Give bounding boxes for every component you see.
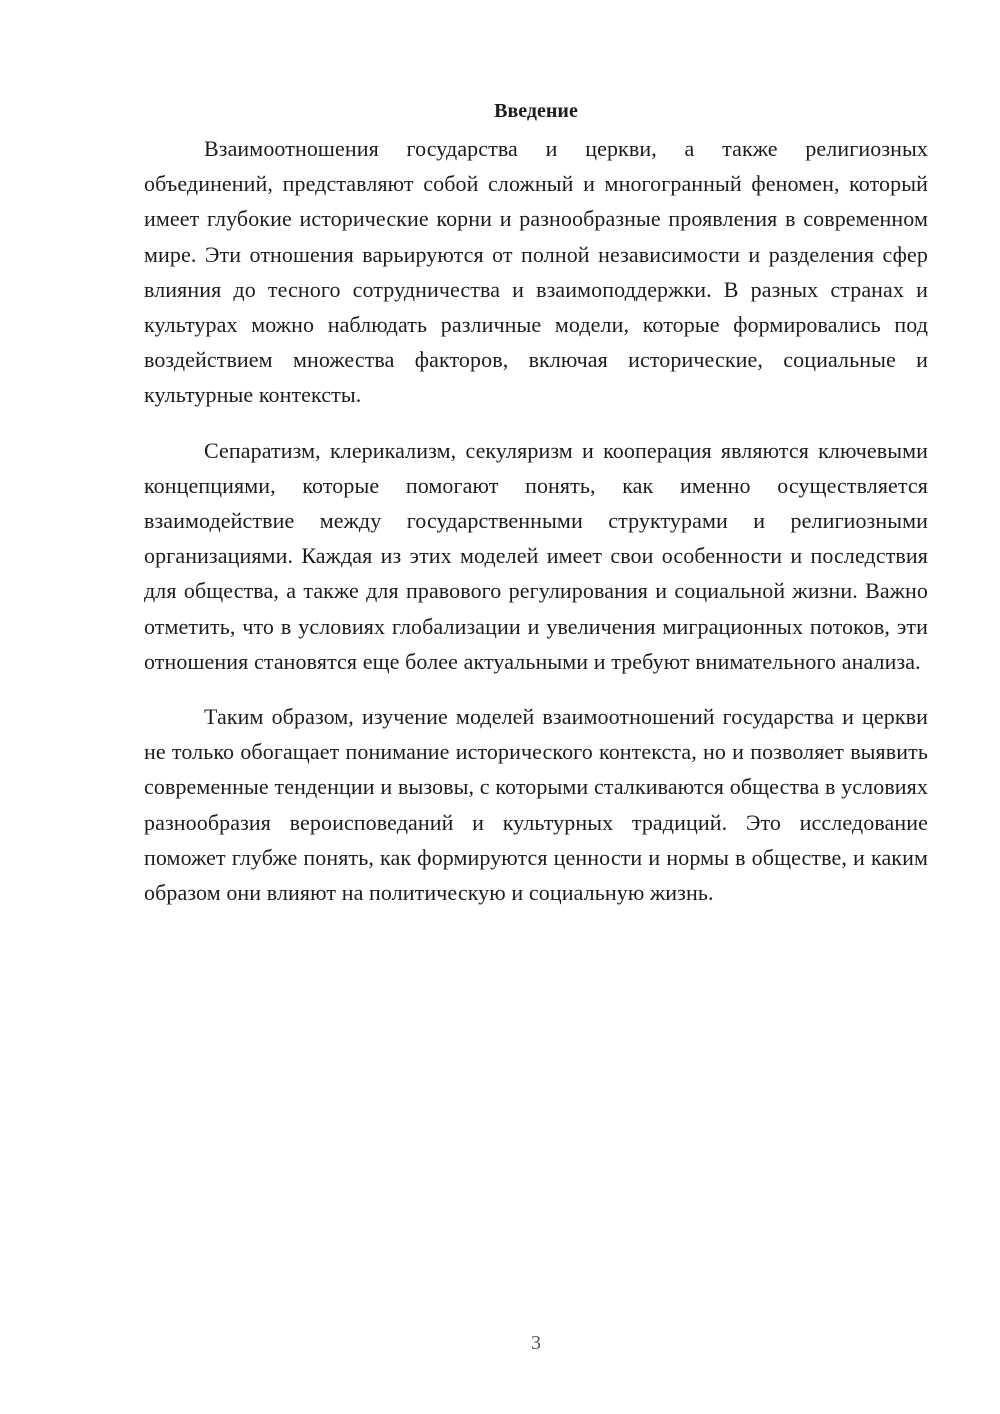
paragraph-3: Таким образом, изучение моделей взаимоотношений государства и церкви не только обогащает понимание исторического контекста, но и позволяет выявить современные тенденции и вызовы, с которыми сталкиваются общества в условиях разнообразия вероисповеданий и культурных традиций. Это исследование поможет глубже понять, как формируются ценности и нормы в обществе, и каким образом они влияют на политическую и социальную жизнь. (144, 704, 928, 906)
page-content (144, 95, 928, 930)
paragraph-2: Сепаратизм, клерикализм, секуляризм и кооперация являются ключевыми концепциями, которые помогают понять, как именно осуществляется взаимодействие между государственными структурами и религиозными организациями. Каждая из этих моделей имеет свои особенности и последствия для общества, а также для правового регулирования и социальной жизни. Важно отметить, что в условиях глобализации и увеличения миграционных потоков, эти отношения становятся еще более актуальными и требуют внимательного анализа. (144, 437, 928, 674)
page-number: 3 (531, 1332, 541, 1354)
paragraph-1: Взаимоотношения государства и церкви, а также религиозных объединений, представляют собой сложный и многогранный феномен, который имеет глубокие исторические корни и разнообразные проявления в современном мире. Эти отношения варьируются от полной независимости и разделения сфер влияния до тесного сотрудничества и взаимоподдержки. В разных странах и культурах можно наблюдать различные модели, которые формировались под воздействием множества факторов, включая исторические, социальные и культурные контексты. (144, 136, 928, 408)
section-title: Введение (494, 100, 578, 122)
